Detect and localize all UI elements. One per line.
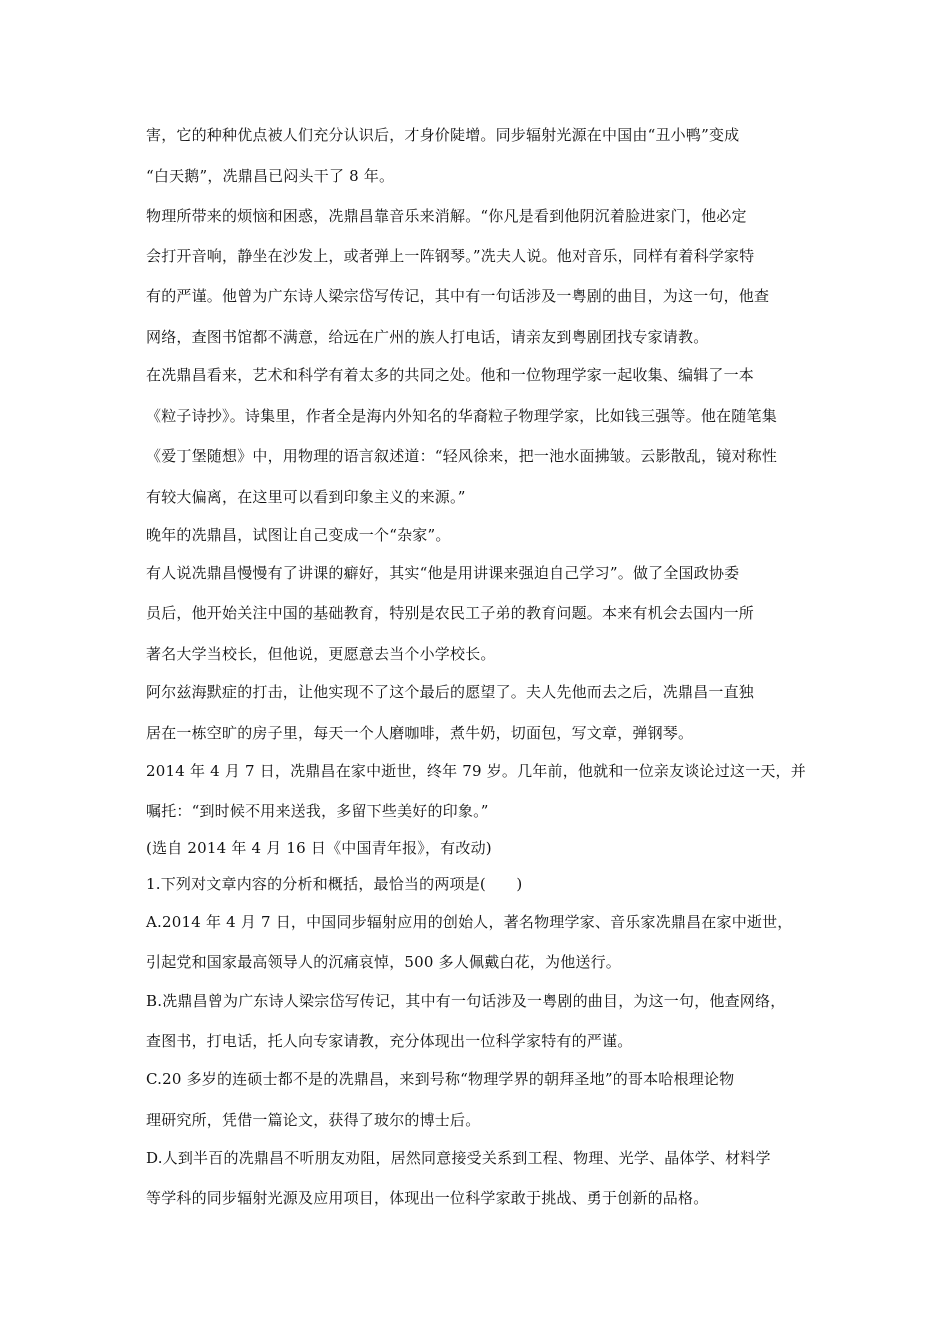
text-line: 晚年的冼鼎昌，试图让自己变成一个“杂家”。: [146, 526, 451, 544]
text-line: 2014 年 4 月 7 日，冼鼎昌在家中逝世，终年 79 岁。几年前，他就和一位亲友谈论过这一天，并: [146, 762, 806, 780]
text-line: 《粒子诗抄》。诗集里，作者全是海内外知名的华裔粒子物理学家，比如钱三强等。他在随笔集: [146, 407, 777, 425]
option-c: 理研究所，凭借一篇论文，获得了玻尔的博士后。: [146, 1111, 481, 1129]
option-b: 查图书，打电话，托人向专家请教，充分体现出一位科学家特有的严谨。: [146, 1032, 633, 1050]
text-line: 员后，他开始关注中国的基础教育，特别是农民工子弟的教育问题。本来有机会去国内一所: [146, 604, 755, 622]
text-line: 著名大学当校长，但他说，更愿意去当个小学校长。: [146, 645, 496, 663]
text-line: 有的严谨。他曾为广东诗人梁宗岱写传记，其中有一句话涉及一粤剧的曲目，为这一句，他查: [146, 287, 770, 305]
text-line: 有较大偏离，在这里可以看到印象主义的来源。”: [146, 488, 466, 506]
option-d: D.人到半百的冼鼎昌不听朋友劝阻，居然同意接受关系到工程、物理、光学、晶体学、材料学: [146, 1149, 771, 1167]
option-c: C.20 多岁的连硕士都不是的冼鼎昌，来到号称“物理学界的朝拜圣地”的哥本哈根理论物: [146, 1070, 735, 1088]
text-line: 阿尔兹海默症的打击，让他实现不了这个最后的愿望了。夫人先他而去之后，冼鼎昌一直独: [146, 683, 755, 701]
text-line: 《爱丁堡随想》中，用物理的语言叙述道：“轻风徐来，把一池水面拂皱。云影散乱，镜对称性: [146, 447, 778, 465]
text-line: 害，它的种种优点被人们充分认识后，才身价陡增。同步辐射光源在中国由“丑小鸭”变成: [146, 126, 740, 144]
text-line: 物理所带来的烦恼和困惑，冼鼎昌靠音乐来消解。“你凡是看到他阴沉着脸进家门，他必定: [146, 207, 747, 225]
source-note: (选自 2014 年 4 月 16 日《中国青年报》，有改动): [146, 839, 492, 857]
question-stem: 1.下列对文章内容的分析和概括，最恰当的两项是( ): [146, 875, 523, 893]
text-line: 会打开音响，静坐在沙发上，或者弹上一阵钢琴。”冼夫人说。他对音乐，同样有着科学家特: [146, 247, 755, 265]
text-line: 嘱托：“到时候不用来送我，多留下些美好的印象。”: [146, 802, 489, 820]
option-a: A.2014 年 4 月 7 日，中国同步辐射应用的创始人，著名物理学家、音乐家冼鼎昌在家中逝世，: [146, 913, 793, 931]
text-line: 网络，查图书馆都不满意，给远在广州的族人打电话，请亲友到粤剧团找专家请教。: [146, 328, 709, 346]
text-line: 有人说冼鼎昌慢慢有了讲课的癖好，其实“他是用讲课来强迫自己学习”。做了全国政协委: [146, 564, 740, 582]
text-line: “白天鹅”，冼鼎昌已闷头干了 8 年。: [146, 167, 395, 185]
option-b: B.冼鼎昌曾为广东诗人梁宗岱写传记，其中有一句话涉及一粤剧的曲目，为这一句，他查网络，: [146, 992, 786, 1010]
text-line: 在冼鼎昌看来，艺术和科学有着太多的共同之处。他和一位物理学家一起收集、编辑了一本: [146, 366, 755, 384]
option-d: 等学科的同步辐射光源及应用项目，体现出一位科学家敢于挑战、勇于创新的品格。: [146, 1189, 709, 1207]
option-a: 引起党和国家最高领导人的沉痛哀悼，500 多人佩戴白花，为他送行。: [146, 953, 622, 971]
text-line: 居在一栋空旷的房子里，每天一个人磨咖啡，煮牛奶，切面包，写文章，弹钢琴。: [146, 724, 694, 742]
